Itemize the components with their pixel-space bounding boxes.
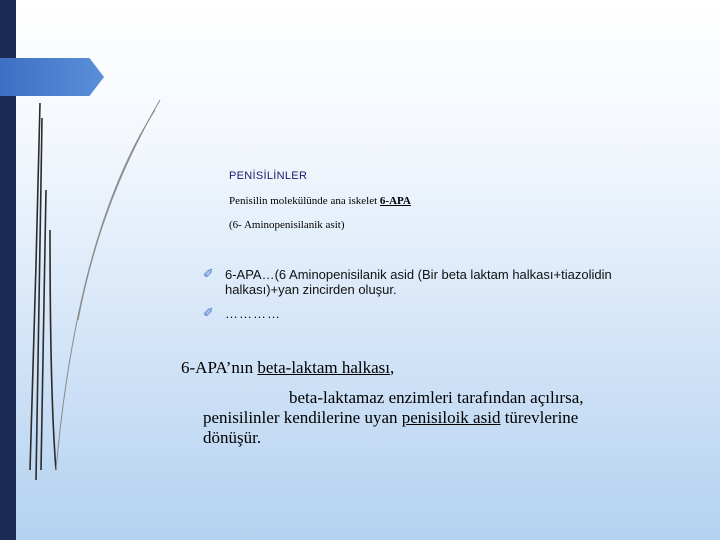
aminopenicillanic-line: (6- Aminopenisilanik asit) [229,219,345,231]
p1-suffix: , [390,358,395,377]
skeleton-line-prefix: Penisilin molekülünde ana iskelet [229,195,380,207]
bullet-text-2: ………… [225,306,281,321]
p3-underline: penisiloik asid [401,408,501,427]
skeleton-line-emphasis: 6-APA [379,195,411,207]
p1-prefix: 6-APA’nın [181,358,258,377]
pencil-bullet-icon: ✐ [203,306,214,321]
p3-suffix: türevlerine [500,408,579,427]
paragraph-line-2: beta-laktamaz enzimleri tarafından açılırsa, [289,388,584,407]
pencil-bullet-icon: ✐ [203,267,214,282]
paragraph-line-3 [203,408,578,428]
paragraph-line-4: dönüşür. [203,428,262,447]
skeleton-line [229,195,411,207]
paragraph-line-1 [181,358,394,378]
slide-title: PENİSİLİNLER [229,170,308,182]
p1-underline: beta-laktam halkası [257,358,390,377]
p3-prefix: penisilinler kendilerine uyan [203,408,402,427]
bullet-text-1: 6-APA…(6 Aminopenisilanik asid (Bir beta laktam halkası+tiazolidin halkası)+yan zincirden oluşur. [225,267,612,297]
